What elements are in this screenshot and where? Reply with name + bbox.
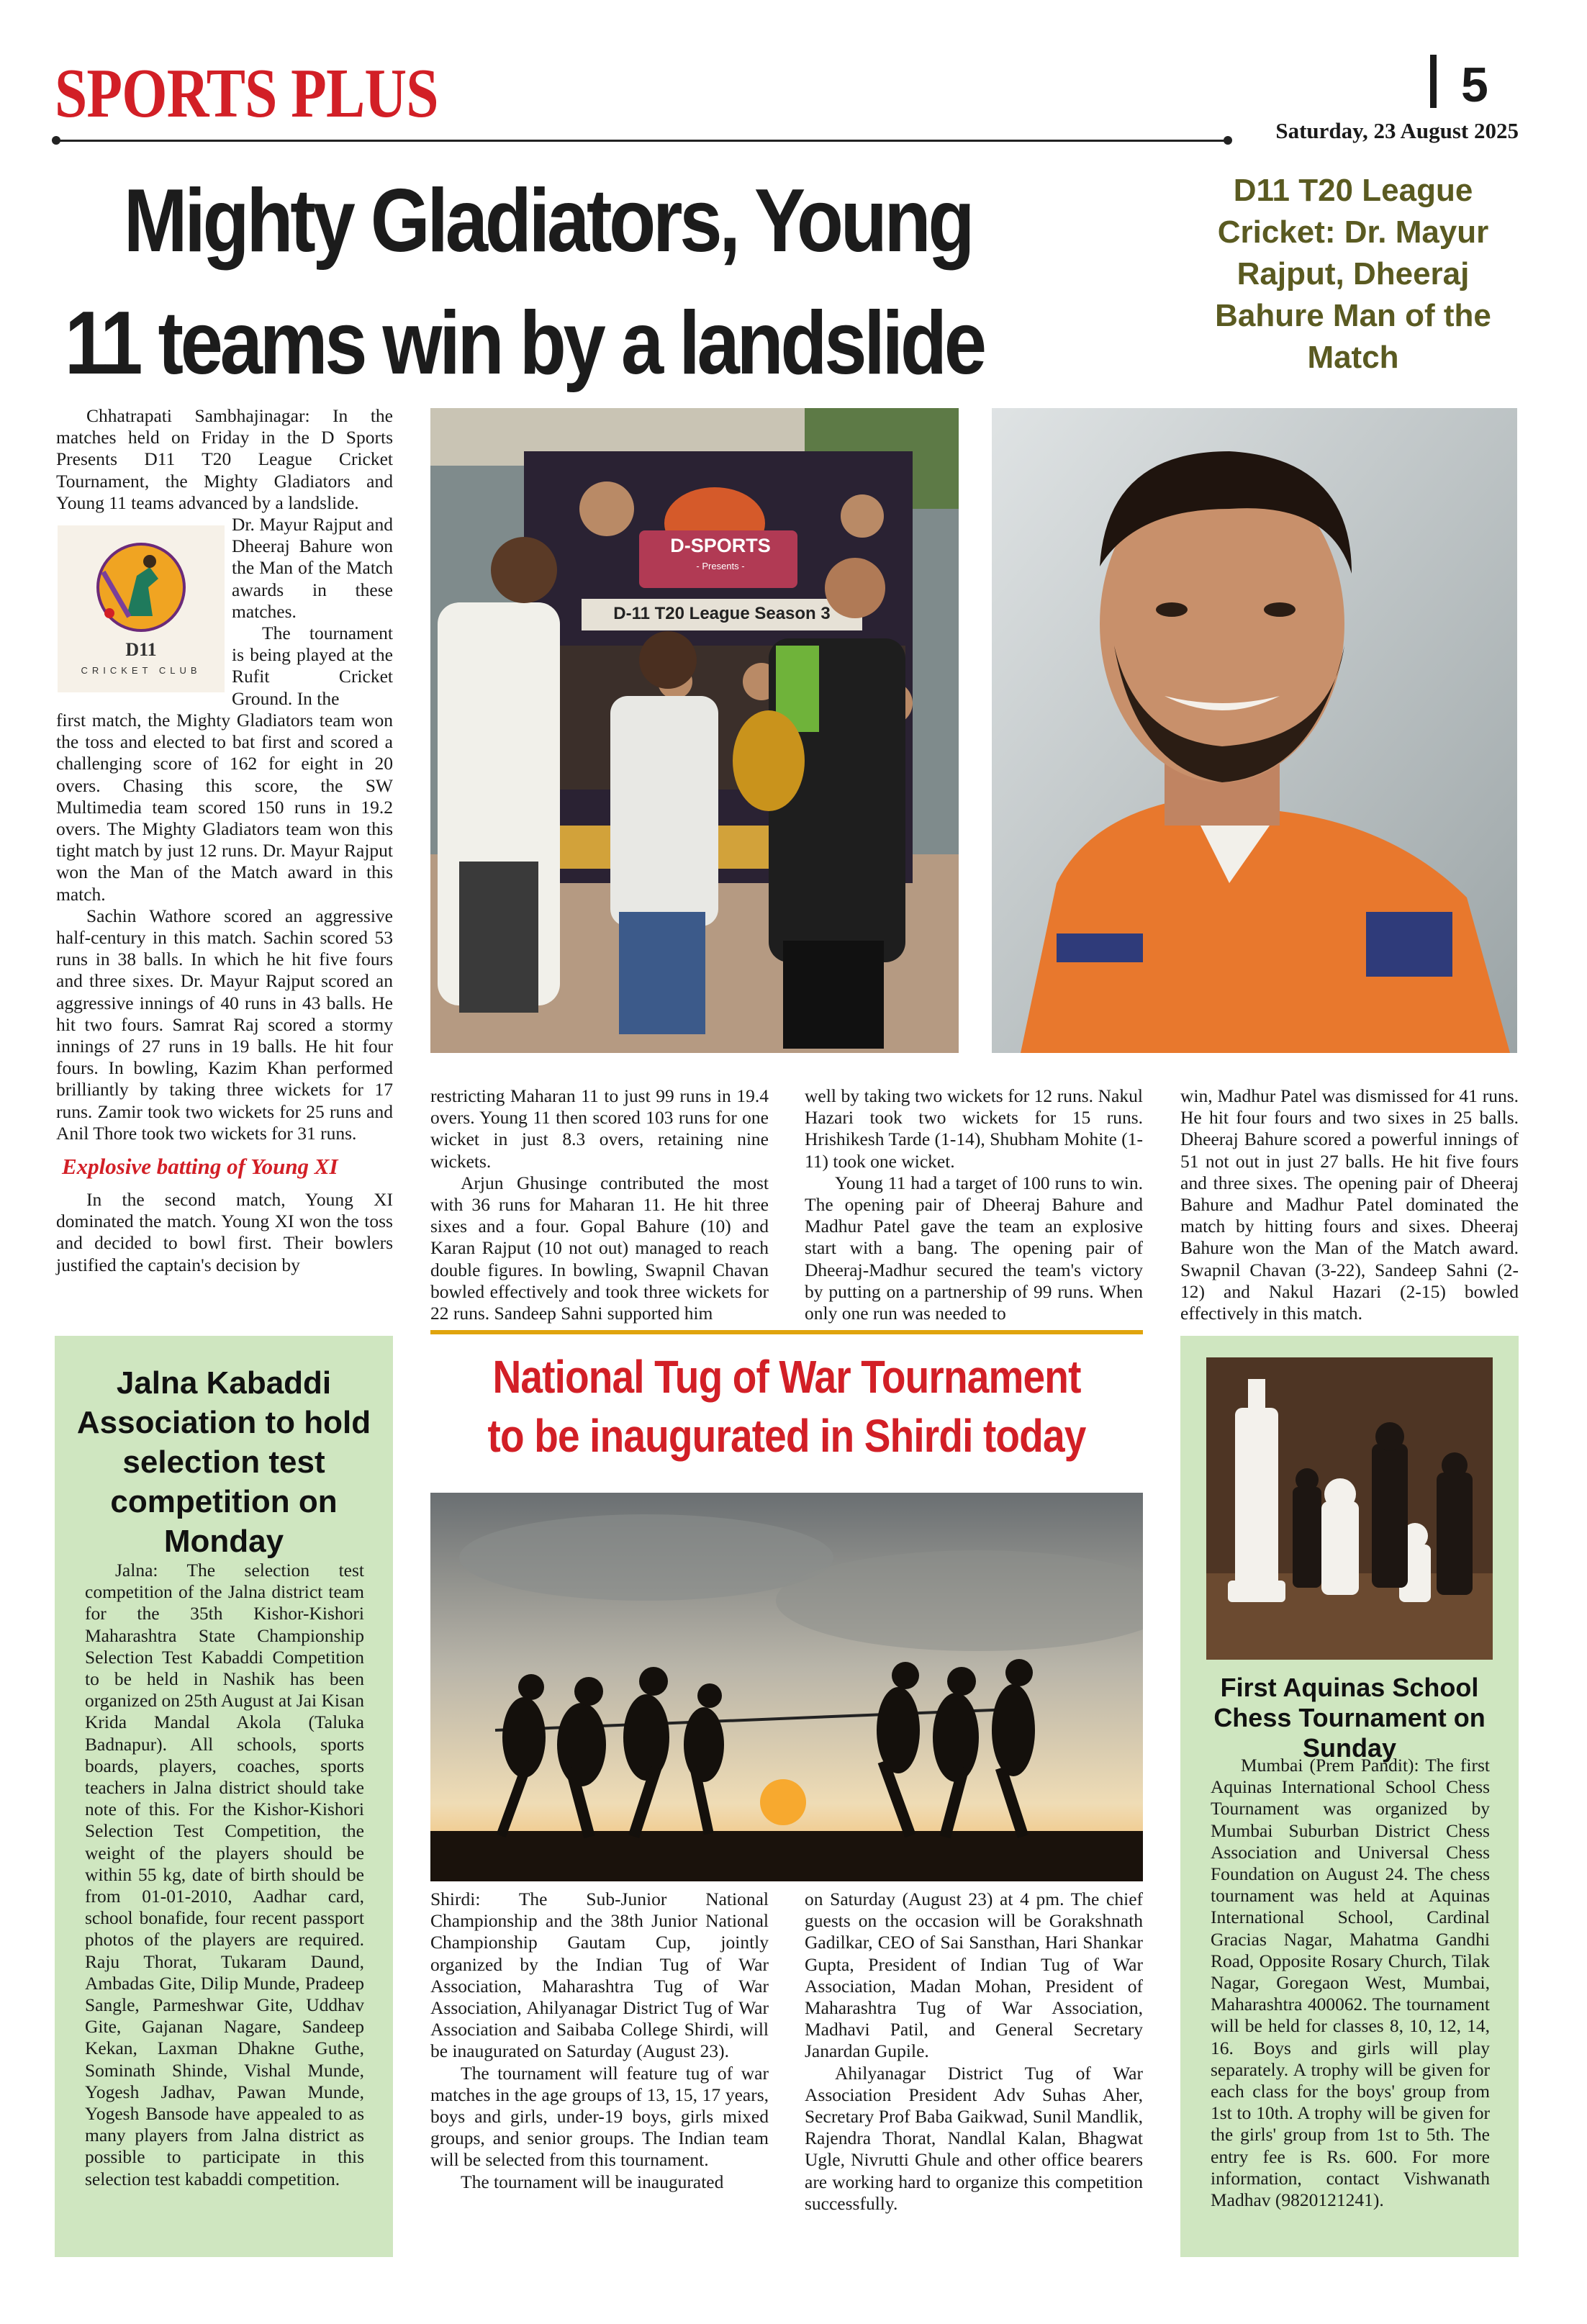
main-wrap-paragraph: Dr. Mayur Rajput and Dheeraj Bahure won the Man of the Match awards in these matches.: [232, 514, 393, 622]
tug-headline-line2: to be inaugurated in Shirdi today: [487, 1410, 1086, 1462]
tug-headline-line1: National Tug of War Tournament: [492, 1351, 1081, 1403]
d11-logo: [58, 525, 225, 692]
section-title: SPORTS PLUS: [55, 55, 438, 132]
kabaddi-body: [85, 1560, 364, 2190]
chess-pieces-image: [1206, 1357, 1493, 1660]
photo-banner-title: D-SPORTS: [670, 535, 771, 556]
main-col2-paragraph-2: Arjun Ghusinge contributed the most with 36 runs for Maharan 11. He hit three sixes and a four. Gopal Bahure (10) and Karan Rajput (10 not out) managed to reach double figures. In bowling, Swapnil Chavan bowled effectively and took three wickets for 22 runs. Sandeep Sahni supported him: [430, 1172, 769, 1324]
chess-body: [1211, 1755, 1490, 2211]
main-col3: [805, 1085, 1143, 1324]
main-paragraph-first-match: first match, the Mighty Gladiators team won the toss and elected to bat first and scored a challenging score of 162 for eight in 20 overs. Chasing this score, the SW Multimedia team scored 150 runs in 19.2 overs. The Mighty Gladiators team won this tight match by just 12 runs. Dr. Mayur Rajput won the Man of the Match award in this match.: [56, 710, 393, 905]
tug-headline: [480, 1347, 1093, 1465]
tug-paragraph-1: Shirdi: The Sub-Junior National Championship and the 38th Junior National Championship Gautam Cup, jointly organized by the Indian Tug of War Association, Maharashtra Tug of War Association, Ahilyanagar District Tug of War Association and Saibaba College Shirdi, will be inaugurated on Saturday (August 23).: [430, 1889, 769, 2062]
page-number-bar: [1430, 55, 1437, 108]
main-col1-wrap: [232, 514, 393, 710]
trophy-presentation-photo: [430, 408, 959, 1053]
portrait-image: [992, 408, 1517, 1053]
kabaddi-paragraph: Jalna: The selection test competition of the Jalna district team for the 35th Kishor-Kishori Maharashtra State Championship Selection Test Kabaddi Competition to be held in Nashik has been organized on 25th August at Jai Kisan Krida Mandal Akola (Taluka Badnapur). All schools, sports boards, players, coaches, sports teachers in Jalna district should take note of this. For the Kishor-Kishori Selection Test Competition, the weight of the players should be within 55 kg, date of birth should be from 01-01-2010, Aadhar card, school bonafide, four recent passport photos of the players are required. Raju Thorat, Tukaram Daund, Ambadas Gite, Dilip Munde, Pradeep Sangle, Parmeshwar Gite, Uddhav Gite, Gajanan Nagare, Sandeep Kekan, Laxman Dhakne Guthe, Sominath Shinde, Vishal Munde, Yogesh Jadhav, Pawan Munde, Yogesh Bansode have appealed to as many players from Jalna district as possible to participate in this selection test kabaddi competition.: [85, 1560, 364, 2189]
chess-paragraph: Mumbai (Prem Pandit): The first Aquinas International School Chess Tournament was organized by Mumbai Suburban District Chess Association and Universal Chess Foundation on August 24. The chess tournament was held at Aquinas International School, Cardinal Gracias Nagar, Mahatma Gandhi Road, Opposite Rosary Church, Tilak Nagar, Goregaon West, Mumbai, Maharashtra 400062. The tournament will be held for classes 8, 10, 12, 14, 16. Boys and girls will play separately. A trophy will be given for each class for the boys' group from 1st to 10th. A trophy will be given for the girls' group from 1st to 5th. The entry fee is Rs. 600. For more information, contact Vishwanath Madhav (9820121241).: [1211, 1755, 1490, 2211]
main-col3-paragraph: well by taking two wickets for 12 runs. Nakul Hazari took two wickets for 15 runs. Hrishikesh Tarde (1-14), Shubham Mohite (1-11) took one wicket.: [805, 1085, 1143, 1172]
header-rule-dot-left: [52, 136, 60, 145]
tug-of-war-photo: [430, 1493, 1143, 1881]
chess-headline: First Aquinas School Chess Tournament on Sunday: [1213, 1673, 1486, 1763]
page-number: 5: [1461, 58, 1488, 112]
chess-box: [1180, 1336, 1519, 2257]
tug-of-war-image: [430, 1493, 1143, 1881]
issue-date: Saturday, 23 August 2025: [1275, 118, 1519, 143]
main-intro-paragraph: Chhatrapati Sambhajinagar: In the matches held on Friday in the D Sports Presents D11 T20 League Cricket Tournament, the Mighty Gladiators and Young 11 teams advanced by a landslide.: [56, 405, 393, 513]
man-of-match-portrait: [992, 408, 1517, 1053]
main-col2-paragraph: restricting Maharan 11 to just 99 runs in 19.4 overs. Young 11 then scored 103 runs for one wicket in just 8.3 overs, retaining nine wickets.: [430, 1085, 769, 1172]
main-col3-paragraph-2: Young 11 had a target of 100 runs to win. The opening pair of Dheeraj Bahure and Madhur Patel gave the team an explosive start with a bang. The opening pair of Dheeraj-Madhur secured the team's victory by putting on a partnership of 99 runs. When only one run was needed to: [805, 1172, 1143, 1324]
d11-logo-subtext: CRICKET CLUB: [81, 665, 202, 676]
main-paragraph-second-match: In the second match, Young XI dominated the match. Young XI won the toss and decided to bowl first. Their bowlers justified the captain's decision by: [56, 1189, 393, 1275]
main-col1-body: [56, 710, 393, 1276]
tug-col1: [430, 1889, 769, 2193]
tug-rule: [430, 1330, 1143, 1334]
main-headline-line2: 11 teams win by a landslide: [65, 294, 984, 393]
header-rule: [55, 140, 1228, 142]
sidebar-headline: D11 T20 League Cricket: Dr. Mayur Rajput, Dheeraj Bahure Man of the Match: [1215, 173, 1491, 375]
tug-paragraph-5: Ahilyanagar District Tug of War Association President Adv Suhas Aher, Secretary Prof Baba Gaikwad, Sunil Mandlik, Rajendra Thorat, Nandlal Kalan, Bhagwat Ugle, Nivrutti Ghule and other office bearers are working hard to organize this competition successfully.: [805, 2062, 1143, 2214]
kabaddi-box: [55, 1336, 393, 2257]
photo-banner-sub: - Presents -: [696, 561, 745, 571]
photo-banner-league: D-11 T20 League Season 3: [613, 604, 831, 623]
kabaddi-headline: Jalna Kabaddi Association to hold selection test competition on Monday: [76, 1365, 371, 1559]
d11-logo-text: D11: [125, 639, 157, 660]
tug-paragraph-3: The tournament will be inaugurated: [461, 2171, 724, 2192]
main-headline: [65, 160, 1031, 404]
main-col2: [430, 1085, 769, 1324]
main-col4: [1180, 1085, 1519, 1324]
main-subhead: Explosive batting of Young XI: [62, 1154, 338, 1180]
main-headline-line1: Mighty Gladiators, Young: [123, 171, 972, 271]
main-col4-paragraph: win, Madhur Patel was dismissed for 41 runs. He hit four fours and two sixes in 25 balls. Dheeraj Bahure scored a powerful innings of 51 not out in just 27 balls. He hit five fours and three sixes. The opening pair of Dheeraj Bahure and Madhur Patel dominated the match by hitting fours and sixes. Dheeraj Bahure won the Man of the Match award. Swapnil Chavan (3-22), Sandeep Sahni (2-12) and Nakul Hazari (2-15) bowled effectively in this match.: [1180, 1085, 1519, 1324]
main-paragraph-sachin: Sachin Wathore scored an aggressive half-century in this match. Sachin scored 53 runs in 38 balls. In which he hit five fours and three sixes. Dr. Mayur Rajput scored an aggressive innings of 40 runs in 43 balls. He hit two fours. Samrat Raj scored a stormy innings of 27 runs in 19 balls. He hit four fours. In bowling, Kazim Khan performed brilliantly by taking three wickets for 17 runs. Zamir took two wickets for 25 runs and Anil Thore took two wickets for 31 runs.: [56, 905, 393, 1144]
tug-paragraph-4: on Saturday (August 23) at 4 pm. The chief guests on the occasion will be Gorakshnath Gadilkar, CEO of Sai Sansthan, Hari Shankar Gupta, President of Indian Tug of War Association, Madan Mohan, President of Maharashtra Tug of War Association, Madhavi Patil, and General Secretary Janardan Gupile.: [805, 1889, 1143, 2062]
tug-col2: [805, 1889, 1143, 2215]
tug-paragraph-2: The tournament will feature tug of war matches in the age groups of 13, 15, 17 years, boys and girls, under-19 boys, girls mixed groups, and senior groups. The Indian team will be selected from this tournament.: [430, 2062, 769, 2171]
main-col1-intro: [56, 405, 393, 514]
trophy-presentation-image: [430, 408, 959, 1053]
chess-photo: [1206, 1357, 1493, 1660]
main-wrap-paragraph-2: The tournament is being played at the Rufit Cricket Ground. In the: [232, 623, 393, 709]
